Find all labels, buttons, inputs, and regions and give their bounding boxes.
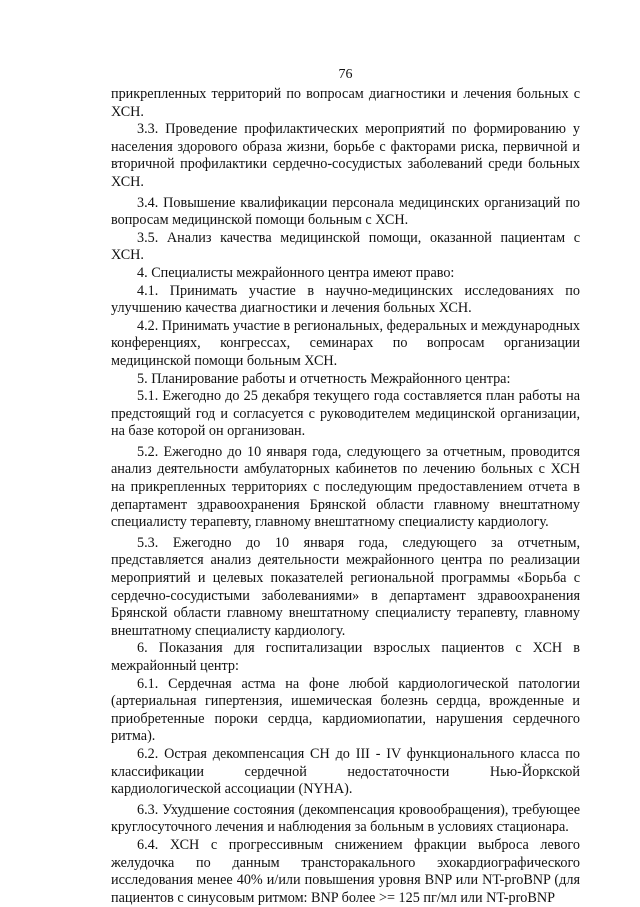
paragraph-6-4: 6.4. ХСН с прогрессивным снижением фракции выброса левого желудочка по данным трансторакального эхокардиографического исследования менее 40% и/или повышения уровня BNP или NT-proBNP (для пациентов с синусовым ритмом: BNP более >= 125 пг/мл или NT-proBNP bbox=[111, 836, 580, 906]
paragraph-4-2: 4.2. Принимать участие в региональных, федеральных и международных конференциях, конгрессах, семинарах по вопросам организации медицинской помощи больным ХСН. bbox=[111, 317, 580, 369]
paragraph-5-1: 5.1. Ежегодно до 25 декабря текущего года составляется план работы на предстоящий год и согласуется с руководителем медицинской организации, на базе которой он организован. bbox=[111, 388, 580, 440]
paragraph-6-2: 6.2. Острая декомпенсация СН до III - IV функционального класса по классификации сердечной недостаточности Нью-Йоркской кардиологической ассоциации (NYHA). bbox=[111, 745, 580, 798]
paragraph-continuation: прикрепленных территорий по вопросам диагностики и лечения больных с ХСН. bbox=[111, 86, 580, 120]
paragraph-6: 6. Показания для госпитализации взрослых пациентов с ХСН в межрайонный центр: bbox=[111, 640, 580, 674]
paragraph-3-3: 3.3. Проведение профилактических мероприятий по формированию у населения здорового образа жизни, борьбе с факторами риска, первичной и вторичной профилактики сердечно-сосудистых заболеваний среди больных ХСН. bbox=[111, 121, 580, 190]
paragraph-4: 4. Специалисты межрайонного центра имеют право: bbox=[137, 264, 455, 281]
paragraph-5: 5. Планирование работы и отчетность Межрайонного центра: bbox=[137, 370, 511, 387]
paragraph-5-2: 5.2. Ежегодно до 10 января года, следующего за отчетным, проводится анализ деятельности амбулаторных кабинетов по лечению больных с ХСН на прикрепленных территориях с последующим предоставлением отчета в департамент здравоохранения Брянской области главному внештатному специалисту терапевту, главному внештатному специалисту кардиологу. bbox=[111, 443, 580, 531]
paragraph-3-5: 3.5. Анализ качества медицинской помощи, оказанной пациентам с ХСН. bbox=[111, 229, 580, 264]
page-number: 76 bbox=[338, 67, 353, 82]
paragraph-5-3: 5.3. Ежегодно до 10 января года, следующего за отчетным, представляется анализ деятельности межрайонного центра по реализации мероприятий и целевых показателей региональной программы «Борьба с сердечно-сосудистыми заболеваниями» в департамент здравоохранения Брянской области главному внештатному специалисту терапевту, главному внештатному специалисту кардиологу. bbox=[111, 534, 580, 639]
paragraph-6-1: 6.1. Сердечная астма на фоне любой кардиологической патологии (артериальная гипертензия, ишемическая болезнь сердца, врожденные и приобретенные пороки сердца, кардиомиопатии, нарушения сердечного ритма). bbox=[111, 675, 580, 745]
document-page bbox=[111, 66, 580, 907]
paragraph-3-4: 3.4. Повышение квалификации персонала медицинских организаций по вопросам медицинской помощи больным с ХСН. bbox=[111, 194, 580, 229]
paragraph-6-3: 6.3. Ухудшение состояния (декомпенсация кровообращения), требующее круглосуточного лечения и наблюдения за больным в условиях стационара. bbox=[111, 801, 580, 836]
paragraph-4-1: 4.1. Принимать участие в научно-медицинских исследованиях по улучшению качества диагностики и лечения больных ХСН. bbox=[111, 282, 580, 317]
